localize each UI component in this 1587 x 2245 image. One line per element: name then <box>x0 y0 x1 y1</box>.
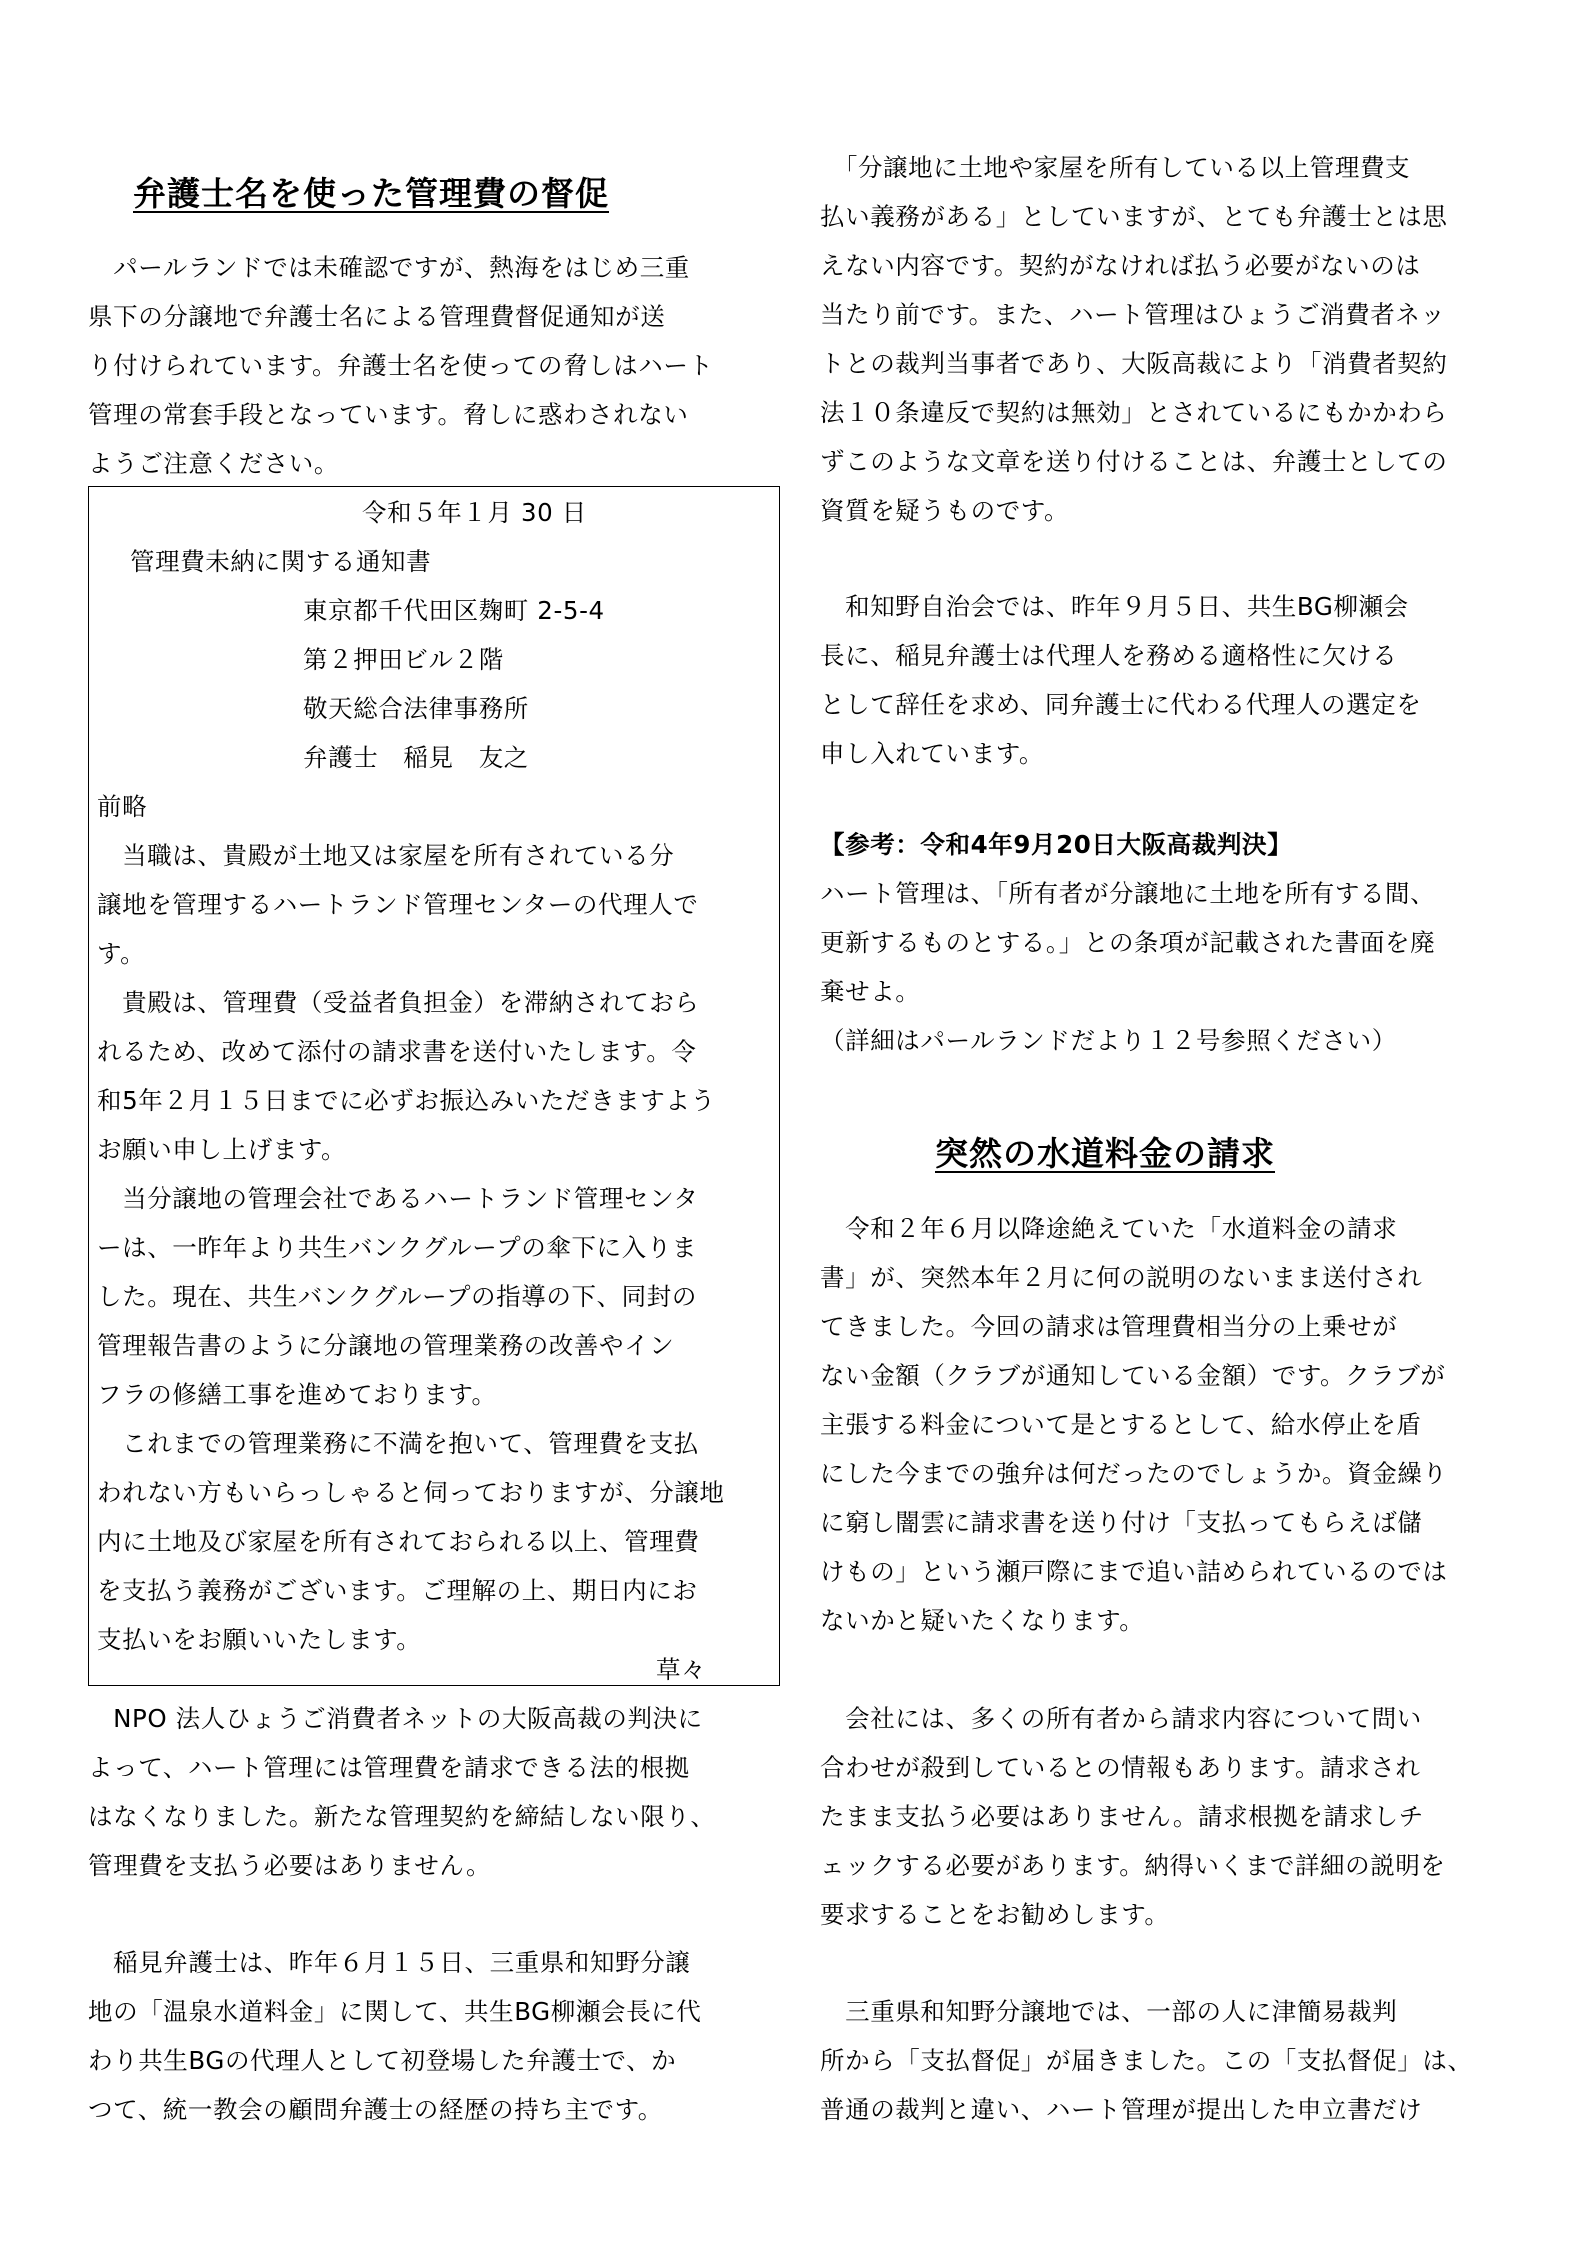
water-paragraph-2 <box>820 1694 1446 1939</box>
text-line: 普通の裁判と違い、ハート管理が提出した申立書だけ <box>820 2095 1423 2124</box>
text-line: 当職は、貴殿が土地又は家屋を所有されている分 <box>97 841 675 870</box>
text-line: 県下の分譲地で弁護士名による管理費督促通知が送 <box>88 302 666 331</box>
notice-greeting: 前略 <box>97 792 148 821</box>
text-line: ずこのような文章を送り付けることは、弁護士としての <box>820 447 1448 476</box>
text-line: わり共生BGの代理人として初登場した弁護士で、か <box>88 2046 677 2075</box>
text-line: よって、ハート管理には管理費を請求できる法的根拠 <box>88 1753 690 1782</box>
text-line: 三重県和知野分譲地では、一部の人に津簡易裁判 <box>820 1997 1398 2026</box>
text-line: けもの」という瀬戸際にまで追い詰められているのでは <box>820 1557 1448 1586</box>
text-line: 稲見弁護士は、昨年６月１５日、三重県和知野分譲 <box>88 1948 691 1977</box>
text-line: にした今までの強弁は何だったのでしょうか。資金繰り <box>820 1459 1448 1488</box>
text-line: ェックする必要があります。納得いくまで詳細の説明を <box>820 1851 1446 1880</box>
text-line: 主張する料金について是とするとして、給水停止を盾 <box>820 1410 1422 1439</box>
quote-paragraph <box>820 143 1448 535</box>
notice-closing: 草々 <box>656 1655 707 1684</box>
notice-title: 管理費未納に関する通知書 <box>130 547 432 576</box>
text-line: お願い申し上げます。 <box>97 1135 347 1164</box>
text-line: 管理報告書のように分譲地の管理業務の改善やイン <box>97 1331 675 1360</box>
text-line: ない金額（クラブが通知している金額）です。クラブが <box>820 1361 1446 1390</box>
text-line: す。 <box>97 939 146 968</box>
text-line: に窮し闇雲に請求書を送り付け「支払ってもらえば儲 <box>820 1508 1423 1537</box>
text-line: 貴殿は、管理費（受益者負担金）を滞納されておら <box>97 988 700 1017</box>
notice-address-2: 第２押田ビル２階 <box>303 645 504 674</box>
reference-title: 【参考：令和4年9月20日大阪高裁判決】 <box>820 830 1293 859</box>
text-line: した。現在、共生バンクグループの指導の下、同封の <box>97 1282 697 1311</box>
text-line: 和知野自治会では、昨年９月５日、共生BG柳瀬会 <box>820 592 1409 621</box>
notice-firm: 敬天総合法律事務所 <box>303 694 529 723</box>
text-line: 譲地を管理するハートランド管理センターの代理人で <box>97 890 699 919</box>
text-line: NPO 法人ひょうご消費者ネットの大阪高裁の判決に <box>88 1704 703 1733</box>
inami-paragraph <box>88 1938 701 2134</box>
text-line: つて、統一教会の顧問弁護士の経歴の持ち主です。 <box>88 2095 663 2124</box>
text-line: 棄せよ。 <box>820 977 921 1006</box>
text-line: 会社には、多くの所有者から請求内容について問い <box>820 1704 1422 1733</box>
text-line: 合わせが殺到しているとの情報もあります。請求され <box>820 1753 1421 1782</box>
text-line: はなくなりました。新たな管理契約を締結しない限り、 <box>88 1802 716 1831</box>
text-line: 管理の常套手段となっています。脅しに惑わされない <box>88 400 689 429</box>
text-line: 管理費を支払う必要はありません。 <box>88 1851 492 1880</box>
text-line: 当分譲地の管理会社であるハートランド管理センタ <box>97 1184 699 1213</box>
text-line: 地の「温泉水道料金」に関して、共生BG柳瀬会長に代 <box>88 1997 702 2026</box>
text-line: （詳細はパールランドだより１２号参照ください） <box>820 1026 1397 1055</box>
heading-water-bill: 突然の水道料金の請求 <box>935 1134 1275 1173</box>
text-line: 申し入れています。 <box>820 739 1044 768</box>
text-line: ようご注意ください。 <box>88 449 339 478</box>
text-line: 書」が、突然本年２月に何の説明のないまま送付され <box>820 1263 1423 1292</box>
text-line: フラの修繕工事を進めております。 <box>97 1380 497 1409</box>
text-line: 令和２年６月以降途絶えていた「水道料金の請求 <box>820 1214 1398 1243</box>
npo-paragraph <box>88 1694 716 1890</box>
notice-lawyer: 弁護士 稲見 友之 <box>303 743 529 772</box>
text-line: 更新するものとする。」との条項が記載された書面を廃 <box>820 928 1436 957</box>
text-line: われない方もいらっしゃると伺っておりますが、分譲地 <box>97 1478 725 1507</box>
text-line: パールランドでは未確認ですが、熱海をはじめ三重 <box>88 253 690 282</box>
notice-body <box>97 831 725 1664</box>
text-line: ないかと疑いたくなります。 <box>820 1606 1145 1635</box>
text-line: たまま支払う必要はありません。請求根拠を請求しチ <box>820 1802 1424 1831</box>
notice-address-1: 東京都千代田区麹町 2-5-4 <box>303 596 605 625</box>
text-line: 和5年２月１５日までに必ずお振込みいただきますよう <box>97 1086 716 1115</box>
text-line: 資質を疑うものです。 <box>820 496 1070 525</box>
text-line: 内に土地及び家屋を所有されておられる以上、管理費 <box>97 1527 700 1556</box>
text-line: ハート管理は、「所有者が分譲地に土地を所有する間、 <box>820 879 1436 908</box>
text-line: トとの裁判当事者であり、大阪高裁により「消費者契約 <box>820 349 1448 378</box>
text-line: 長に、稲見弁護士は代理人を務める適格性に欠ける <box>820 641 1398 670</box>
text-line: これまでの管理業務に不満を抱いて、管理費を支払 <box>97 1429 699 1458</box>
text-line: 払い義務がある」としていますが、とても弁護士とは思 <box>820 202 1448 231</box>
text-line: えない内容です。契約がなければ払う必要がないのは <box>820 251 1421 280</box>
text-line: 法１０条違反で契約は無効」とされているにもかかわら <box>820 398 1448 427</box>
water-paragraph-1 <box>820 1204 1448 1645</box>
text-line: 要求することをお勧めします。 <box>820 1900 1170 1929</box>
water-paragraph-3 <box>820 1987 1473 2134</box>
text-line: として辞任を求め、同弁護士に代わる代理人の選定を <box>820 690 1422 719</box>
wachino-paragraph <box>820 582 1421 778</box>
heading-lawyer-dunning: 弁護士名を使った管理費の督促 <box>133 174 609 213</box>
text-line: 「分譲地に土地や家屋を所有している以上管理費支 <box>820 153 1411 182</box>
text-line: ーは、一昨年より共生バンクグループの傘下に入りま <box>97 1233 697 1262</box>
text-line: 所から「支払督促」が届きました。この「支払督促」は、 <box>820 2046 1473 2075</box>
text-line: を支払う義務がございます。ご理解の上、期日内にお <box>97 1576 698 1605</box>
text-line: 支払いをお願いいたします。 <box>97 1625 422 1654</box>
text-line: てきました。今回の請求は管理費相当分の上乗せが <box>820 1312 1398 1341</box>
reference-body <box>820 869 1435 1065</box>
text-line: り付けられています。弁護士名を使っての脅しはハート <box>88 351 714 380</box>
text-line: 当たり前です。また、ハート管理はひょうご消費者ネッ <box>820 300 1446 329</box>
text-line: れるため、改めて添付の請求書を送付いたします。令 <box>97 1037 697 1066</box>
intro-paragraph <box>88 243 714 488</box>
notice-date: 令和５年１月 30 日 <box>362 498 587 527</box>
